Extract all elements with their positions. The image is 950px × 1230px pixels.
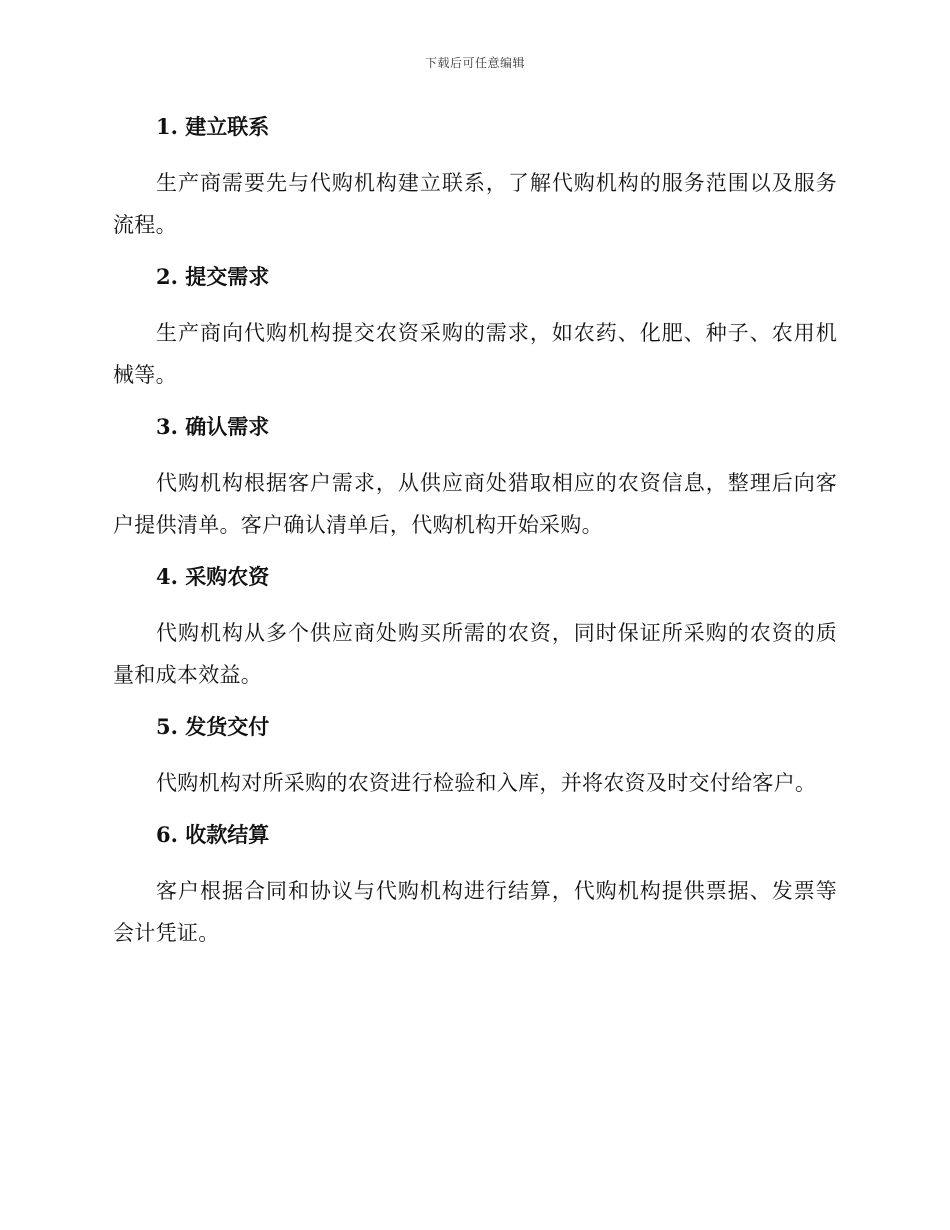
section-paragraph: 代购机构从多个供应商处购买所需的农资，同时保证所采购的农资的质量和成本效益。 bbox=[113, 621, 837, 687]
section-3 bbox=[113, 410, 837, 546]
section-paragraph: 生产商向代购机构提交农资采购的需求，如农药、化肥、种子、农用机械等。 bbox=[113, 321, 837, 387]
section-6 bbox=[113, 818, 837, 954]
section-2 bbox=[113, 260, 837, 396]
section-paragraph: 客户根据合同和协议与代购机构进行结算，代购机构提供票据、发票等会计凭证。 bbox=[113, 879, 837, 945]
section-paragraph: 代购机构对所采购的农资进行检验和入库，并将农资及时交付给客户。 bbox=[156, 771, 817, 795]
section-paragraph: 代购机构根据客户需求，从供应商处猎取相应的农资信息，整理后向客户提供清单。客户确认清单后，代购机构开始采购。 bbox=[113, 471, 837, 537]
section-heading: 1. 建立联系 bbox=[156, 114, 270, 139]
section-1 bbox=[113, 110, 837, 246]
section-heading: 5. 发货交付 bbox=[156, 714, 270, 739]
section-paragraph: 生产商需要先与代购机构建立联系，了解代购机构的服务范围以及服务流程。 bbox=[113, 171, 837, 237]
section-heading: 3. 确认需求 bbox=[156, 414, 270, 439]
section-heading: 2. 提交需求 bbox=[156, 264, 270, 289]
section-5 bbox=[113, 710, 837, 804]
section-4 bbox=[113, 560, 837, 696]
section-heading: 6. 收款结算 bbox=[156, 822, 270, 847]
document-body bbox=[113, 110, 837, 968]
header-note: 下载后可任意编辑 bbox=[424, 56, 525, 70]
section-heading: 4. 采购农资 bbox=[156, 564, 270, 589]
